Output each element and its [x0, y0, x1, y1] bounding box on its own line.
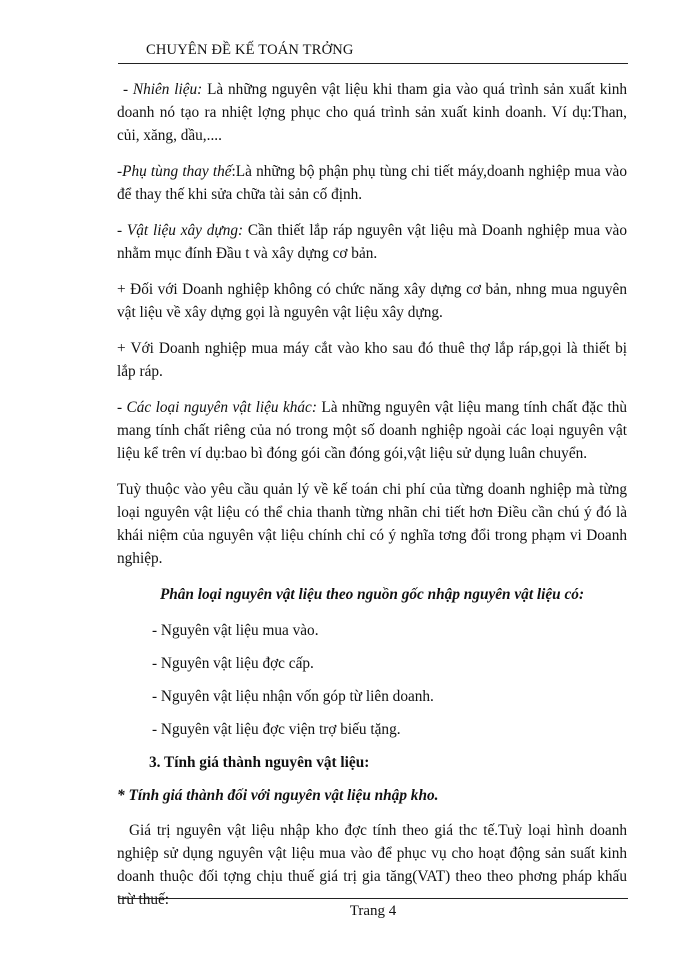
paragraph-lead: -Phụ tùng thay thế: [117, 163, 232, 180]
paragraph-text: + Đối với Doanh nghiệp không có chức năng xây dựng cơ bản, nhng mua nguyên vật liệu về xây dựng gọi là nguyên vật liệu xây dựng.: [117, 281, 627, 321]
section-heading: 3. Tính giá thành nguyên vật liệu:: [149, 754, 370, 771]
paragraph-lead: - Nhiên liệu:: [123, 81, 203, 98]
list-item: - Nguyên vật liệu nhận vốn góp từ liên doanh.: [152, 688, 434, 705]
list-item: - Nguyên vật liệu đợc viện trợ biếu tặng.: [152, 721, 401, 738]
header-rule: [118, 63, 628, 64]
paragraph-text: Tuỳ thuộc vào yêu cầu quản lý về kế toán chi phí của từng doanh nghiệp mà từng loại nguyên vật liệu có thể chia thanh từng nhãn chi tiết hơn Điều cần chú ý đó là khái niệm của nguyên vật liệu chính chỉ có ý nghĩa tơng đổi trong phạm vi Doanh nghiệp.: [117, 481, 627, 567]
paragraph-assembly-equipment: [117, 337, 627, 383]
paragraph-text: Cần thiết lắp ráp nguyên vật liệu mà Doanh nghiệp mua vào nhằm mục đính Đầu t và xây dựng cơ bản.: [117, 222, 627, 262]
list-item: - Nguyên vật liệu mua vào.: [152, 622, 319, 639]
subsection-heading: * Tính giá thành đối với nguyên vật liệu nhập kho.: [117, 787, 439, 804]
paragraph-lead: - Các loại nguyên vật liệu khác:: [117, 399, 317, 416]
paragraph-text: + Với Doanh nghiệp mua máy cắt vào kho sau đó thuê thợ lắp ráp,gọi là thiết bị lắp ráp.: [117, 340, 627, 380]
list-item: - Nguyên vật liệu đợc cấp.: [152, 655, 314, 672]
paragraph-text: Là những nguyên vật liệu khi tham gia vào quá trình sản xuất kinh doanh nó tạo ra nhiệt lợng phục cho quá trình sản xuất kinh doanh. Ví dụ:Than, củi, xăng, dầu,....: [117, 81, 627, 144]
paragraph-construction-materials: [117, 219, 627, 265]
paragraph-management-requirements: [117, 478, 627, 570]
paragraph-lead: - Vật liệu xây dựng:: [117, 222, 244, 239]
header-title: CHUYÊN ĐỀ KẾ TOÁN TRỞNG: [146, 42, 354, 58]
page-footer: [118, 903, 628, 920]
footer-rule: [118, 898, 628, 899]
paragraph-closing: Giá trị nguyên vật liệu nhập kho đợc tính theo giá thc tế.Tuỳ loại hình doanh nghiệp sử dụng nguyên vật liệu mua vào để phục vụ cho hoạt động sản suất kinh doanh thuộc đối tợng chịu thuế giá trị gia tăng(VAT) theo theo phơng pháp khấu trừ thuế:: [117, 822, 627, 908]
page-number: Trang 4: [349, 903, 397, 919]
paragraph-no-construction: [117, 278, 627, 324]
paragraph-fuel: [117, 78, 627, 147]
document-body: [117, 78, 627, 924]
page-header: [118, 42, 628, 59]
paragraph-text: :Là những bộ phận phụ tùng chi tiết máy,doanh nghiệp mua vào để thay thế khi sửa chữa tài sản cố định.: [117, 163, 627, 203]
paragraph-text: Là những nguyên vật liệu mang tính chất đặc thù mang tính chất riêng của nó trong một số doanh nghiệp ngoài các loại nguyên vật liệu kể trên ví dụ:bao bì đóng gói cần đóng gói,vật liệu sử dụng luân chuyển.: [117, 399, 627, 462]
classification-heading: Phân loại nguyên vật liệu theo nguồn gốc nhập nguyên vật liệu có:: [159, 586, 585, 603]
paragraph-spare-parts: [117, 160, 627, 206]
paragraph-other-materials: [117, 396, 627, 465]
